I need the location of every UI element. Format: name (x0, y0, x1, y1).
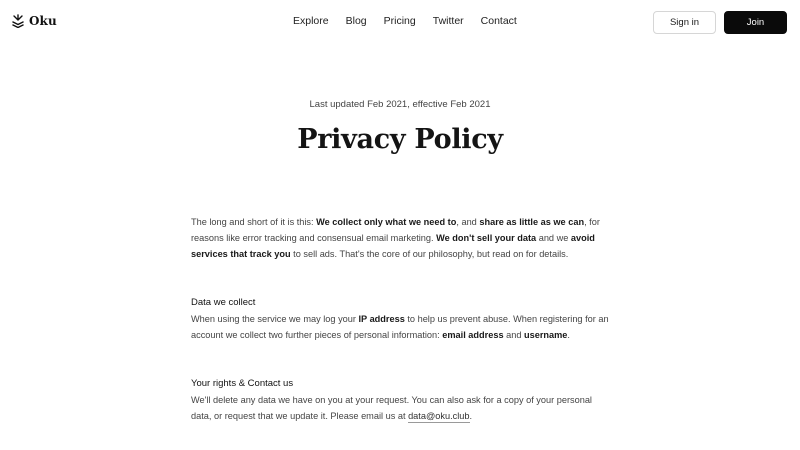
book-mark-icon (12, 14, 24, 28)
nav-link-blog[interactable]: Blog (345, 15, 367, 27)
nav-link-twitter[interactable]: Twitter (432, 15, 464, 27)
intro-bold-collect: We collect only what we need to (316, 217, 457, 227)
nav-link-explore[interactable]: Explore (293, 15, 329, 27)
section-body (191, 311, 611, 343)
rights-text-2: . (469, 411, 473, 421)
data-text-3: and (503, 330, 524, 340)
section-heading: Your rights & Contact us (191, 378, 294, 389)
intro-paragraph (191, 214, 611, 262)
page-title: Privacy Policy (297, 124, 503, 155)
nav-links (293, 15, 534, 27)
intro-bold-share: share as little as we can (479, 217, 585, 227)
intro-text-4: and we (536, 233, 571, 243)
data-we-collect-section (191, 295, 611, 343)
intro-text-2: , and (456, 217, 480, 227)
nav-link-contact[interactable]: Contact (480, 15, 517, 27)
data-bold-username: username (524, 330, 568, 340)
section-heading: Data we collect (191, 297, 256, 308)
data-bold-email: email address (442, 330, 504, 340)
data-bold-ip: IP address (358, 314, 405, 324)
intro-text-3: , for reasons like error tracking and consensual email marketing. (191, 217, 600, 243)
intro-text-1: The long and short of it is this: (191, 217, 317, 227)
data-text-2: to help us prevent abuse. When registering for an account we collect two further pieces of personal information: (191, 314, 609, 340)
top-nav (0, 0, 800, 44)
intro-text-5: to sell ads. That's the core of our philosophy, but read on for details. (290, 249, 569, 259)
logo-link[interactable] (12, 14, 57, 28)
logo-text: Oku (29, 14, 57, 28)
intro-bold-avoid-tracking: avoid services that track you (191, 233, 595, 259)
join-button[interactable]: Join (724, 11, 787, 34)
rights-text-1: We'll delete any data we have on you at your request. You can also ask for a copy of your personal data, or request that we update it. Please email us at (191, 395, 592, 421)
data-text-4: . (567, 330, 570, 340)
intro-bold-no-sell: We don't sell your data (436, 233, 537, 243)
sign-in-button[interactable]: Sign in (653, 11, 716, 34)
section-body (191, 392, 611, 424)
rights-contact-section (191, 376, 611, 424)
data-text-1: When using the service we may log your (191, 314, 359, 324)
contact-email-link[interactable]: data@oku.club (408, 411, 470, 421)
last-updated-text: Last updated Feb 2021, effective Feb 2021 (309, 99, 491, 110)
nav-link-pricing[interactable]: Pricing (383, 15, 416, 27)
